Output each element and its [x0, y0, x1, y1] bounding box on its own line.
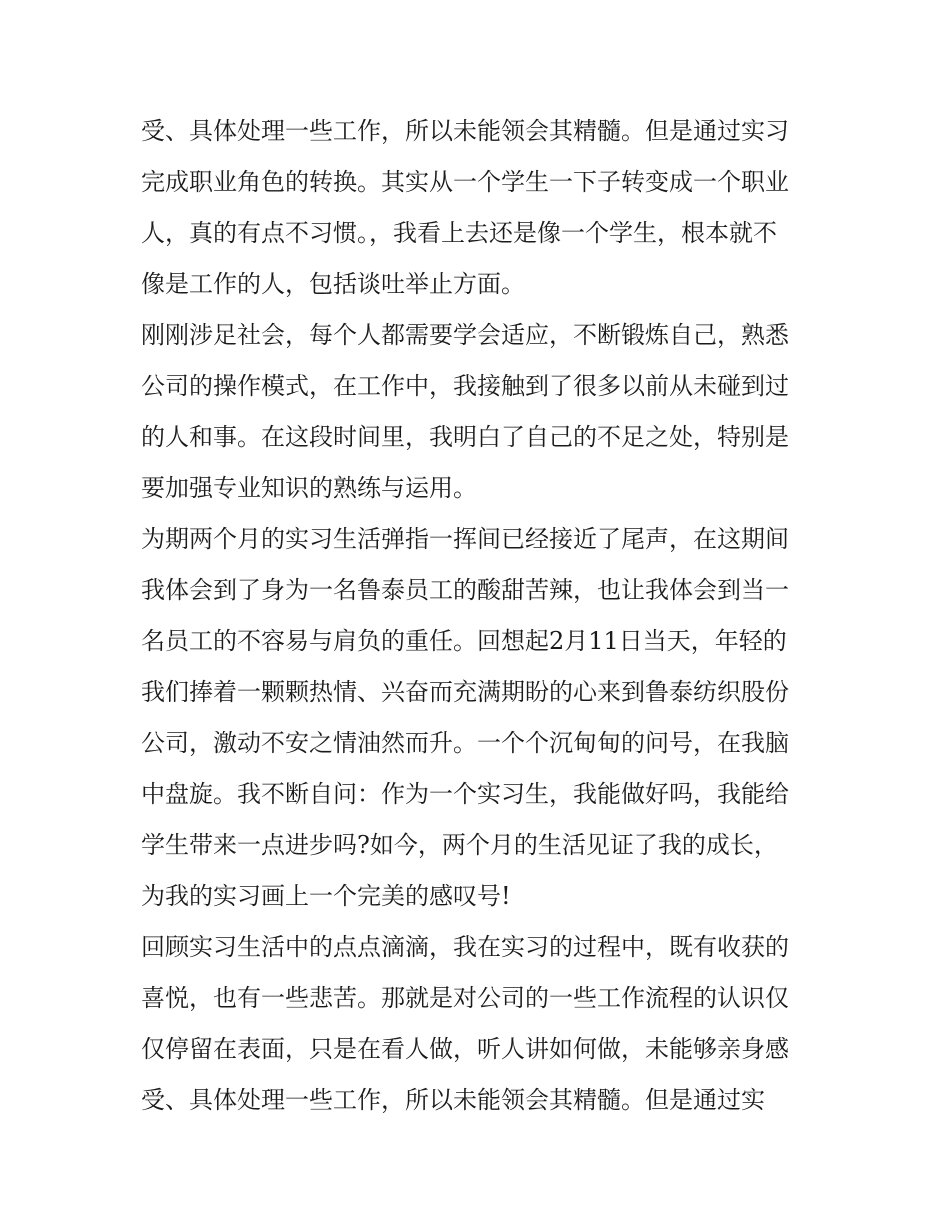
text-line: 的人和事。在这段时间里，我明白了自己的不足之处，特别是	[141, 423, 789, 451]
text-line: 我体会到了身为一名鲁泰员工的酸甜苦辣，也让我体会到当一	[141, 576, 789, 604]
text-line: 名员工的不容易与肩负的重任。回想起2月11日当天，年轻的	[141, 627, 787, 655]
text-line: 仅停留在表面，只是在看人做，听人讲如何做，未能够亲身感	[141, 1035, 789, 1063]
text-line: 我们捧着一颗颗热情、兴奋而充满期盼的心来到鲁泰纺织股份	[141, 678, 789, 706]
text-line: 中盘旋。我不断自问：作为一个实习生，我能做好吗，我能给	[141, 780, 789, 808]
text-line: 喜悦，也有一些悲苦。那就是对公司的一些工作流程的认识仅	[141, 984, 789, 1012]
text-line: 学生带来一点进步吗?如今，两个月的生活见证了我的成长，	[141, 831, 778, 859]
text-line: 完成职业角色的转换。其实从一个学生一下子转变成一个职业	[141, 168, 789, 196]
text-line: 为期两个月的实习生活弹指一挥间已经接近了尾声，在这期间	[141, 525, 789, 553]
text-line: 为我的实习画上一个完美的感叹号!	[141, 882, 511, 910]
text-line: 回顾实习生活中的点点滴滴，我在实习的过程中，既有收获的	[141, 933, 789, 961]
text-line: 受、具体处理一些工作，所以未能领会其精髓。但是通过实	[141, 1086, 765, 1114]
text-line: 受、具体处理一些工作，所以未能领会其精髓。但是通过实习	[141, 117, 789, 145]
text-line: 刚刚涉足社会，每个人都需要学会适应，不断锻炼自己，熟悉	[141, 321, 789, 349]
text-line: 公司，激动不安之情油然而升。一个个沉甸甸的问号，在我脑	[141, 729, 789, 757]
text-line: 要加强专业知识的熟练与运用。	[141, 474, 477, 502]
text-line: 像是工作的人，包括谈吐举止方面。	[141, 270, 525, 298]
document-body	[141, 106, 821, 1126]
text-line: 公司的操作模式，在工作中，我接触到了很多以前从未碰到过	[141, 372, 789, 400]
text-line: 人，真的有点不习惯。，我看上去还是像一个学生，根本就不	[141, 219, 777, 247]
